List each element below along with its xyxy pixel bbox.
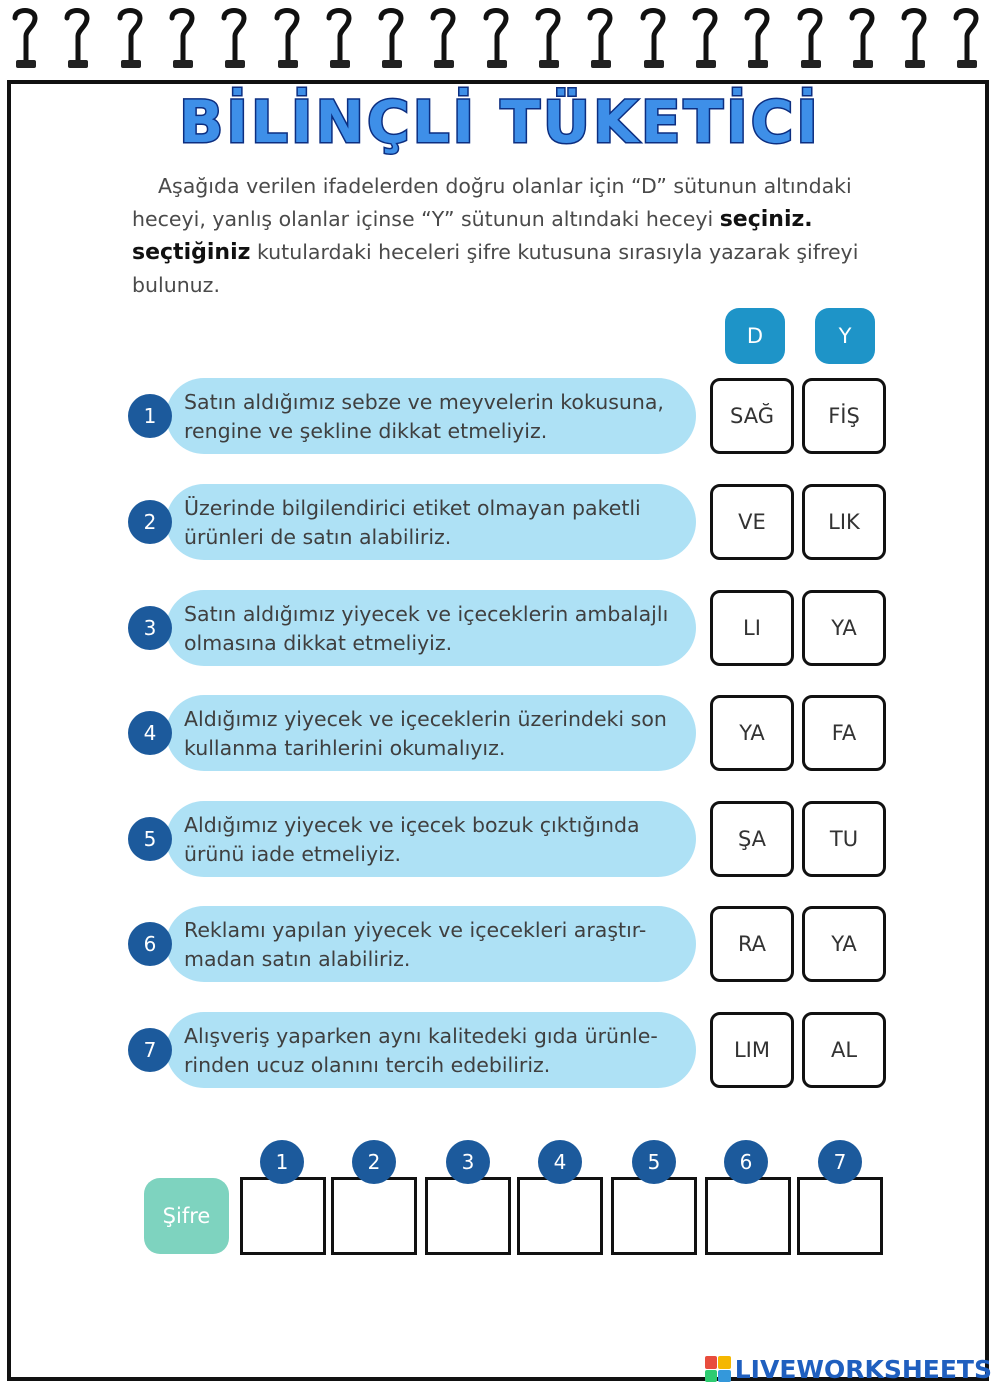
spiral-ring-icon (426, 4, 460, 70)
password-answer-box[interactable] (797, 1177, 883, 1255)
instructions-bold-1: seçiniz. (719, 207, 813, 232)
password-slot-number: 5 (632, 1140, 676, 1184)
statement-text: Üzerinde bilgilendirici etiket olmayan paketli ürünleri de satın alabiliriz. (184, 496, 641, 549)
spiral-ring-icon (374, 4, 408, 70)
password-label: Şifre (144, 1178, 229, 1254)
spiral-ring-icon (583, 4, 617, 70)
statement-number: 3 (128, 606, 172, 650)
statement-text: Aldığımız yiyecek ve içeceklerin üzerindeki son kullanma tarihlerini okumalıyız. (184, 707, 667, 760)
worksheet-title: BİLİNÇLİ TÜKETİCİ (179, 88, 821, 156)
liveworksheets-brand (705, 1354, 992, 1384)
syllable-d-option[interactable]: ŞA (710, 801, 794, 877)
spiral-ring-icon (845, 4, 879, 70)
password-slot-number: 6 (724, 1140, 768, 1184)
statement-row (0, 378, 1000, 458)
password-slot-number: 2 (352, 1140, 396, 1184)
instructions-text-2: kutulardaki heceleri şifre kutusuna sırasıyla yazarak şifreyi bulunuz. (132, 240, 859, 297)
spiral-ring-icon (793, 4, 827, 70)
spiral-ring-icon (60, 4, 94, 70)
password-answer-box[interactable] (611, 1177, 697, 1255)
brand-name: LIVEWORKSHEETS (734, 1354, 992, 1384)
logo-square (718, 1356, 731, 1369)
syllable-d-option[interactable]: LIM (710, 1012, 794, 1088)
syllable-d-option[interactable]: LI (710, 590, 794, 666)
syllable-y-option[interactable]: FA (802, 695, 886, 771)
column-header-y: Y (815, 308, 875, 364)
statement-text: Aldığımız yiyecek ve içecek bozuk çıktığında ürünü iade etmeliyiz. (184, 813, 640, 866)
statement-number: 6 (128, 922, 172, 966)
instructions-text-1: Aşağıda verilen ifadelerden doğru olanlar için “D” sütunun altındaki heceyi, yanlış olanlar içinse “Y” sütunun altındaki heceyi (132, 174, 852, 231)
statement-number: 7 (128, 1028, 172, 1072)
password-slot-number: 4 (538, 1140, 582, 1184)
statement-row (0, 695, 1000, 775)
statement-text: Alışveriş yaparken aynı kalitedeki gıda ürünle- rinden ucuz olanını tercih edebiliriz. (184, 1024, 658, 1077)
syllable-d-option[interactable]: RA (710, 906, 794, 982)
syllable-y-option[interactable]: LIK (802, 484, 886, 560)
statement-text: Satın aldığımız sebze ve meyvelerin kokusuna, rengine ve şekline dikkat etmeliyiz. (184, 390, 664, 443)
spiral-binding (0, 0, 1000, 80)
password-answer-box[interactable] (705, 1177, 791, 1255)
password-answer-box[interactable] (331, 1177, 417, 1255)
spiral-ring-icon (165, 4, 199, 70)
spiral-ring-icon (217, 4, 251, 70)
statement-row (0, 590, 1000, 670)
instructions (132, 170, 922, 302)
statement-text: Satın aldığımız yiyecek ve içeceklerin ambalajlı olmasına dikkat etmeliyiz. (184, 602, 669, 655)
syllable-d-option[interactable]: VE (710, 484, 794, 560)
column-header-d: D (725, 308, 785, 364)
syllable-y-option[interactable]: FİŞ (802, 378, 886, 454)
liveworksheets-logo-icon (705, 1356, 731, 1382)
spiral-ring-icon (688, 4, 722, 70)
password-slot-number: 1 (260, 1140, 304, 1184)
syllable-y-option[interactable]: TU (802, 801, 886, 877)
logo-square (705, 1370, 718, 1383)
statement-row (0, 906, 1000, 986)
spiral-ring-icon (322, 4, 356, 70)
statement-number: 2 (128, 500, 172, 544)
instructions-bold-2: seçtiğiniz (132, 240, 251, 265)
statement-row (0, 1012, 1000, 1092)
statement-number: 4 (128, 711, 172, 755)
spiral-ring-icon (897, 4, 931, 70)
password-answer-box[interactable] (240, 1177, 326, 1255)
spiral-ring-icon (8, 4, 42, 70)
spiral-ring-icon (949, 4, 983, 70)
spiral-ring-icon (270, 4, 304, 70)
spiral-ring-icon (740, 4, 774, 70)
password-slot-number: 3 (446, 1140, 490, 1184)
spiral-ring-icon (479, 4, 513, 70)
syllable-y-option[interactable]: YA (802, 590, 886, 666)
logo-square (705, 1356, 718, 1369)
syllable-d-option[interactable]: SAĞ (710, 378, 794, 454)
spiral-ring-icon (113, 4, 147, 70)
spiral-ring-icon (636, 4, 670, 70)
statement-number: 1 (128, 394, 172, 438)
statement-number: 5 (128, 817, 172, 861)
password-answer-box[interactable] (425, 1177, 511, 1255)
logo-square (718, 1370, 731, 1383)
syllable-d-option[interactable]: YA (710, 695, 794, 771)
password-slot-number: 7 (818, 1140, 862, 1184)
password-answer-box[interactable] (517, 1177, 603, 1255)
syllable-y-option[interactable]: AL (802, 1012, 886, 1088)
syllable-y-option[interactable]: YA (802, 906, 886, 982)
spiral-ring-icon (531, 4, 565, 70)
statement-text: Reklamı yapılan yiyecek ve içecekleri araştır- madan satın alabiliriz. (184, 918, 647, 971)
statement-row (0, 801, 1000, 881)
statement-row (0, 484, 1000, 564)
